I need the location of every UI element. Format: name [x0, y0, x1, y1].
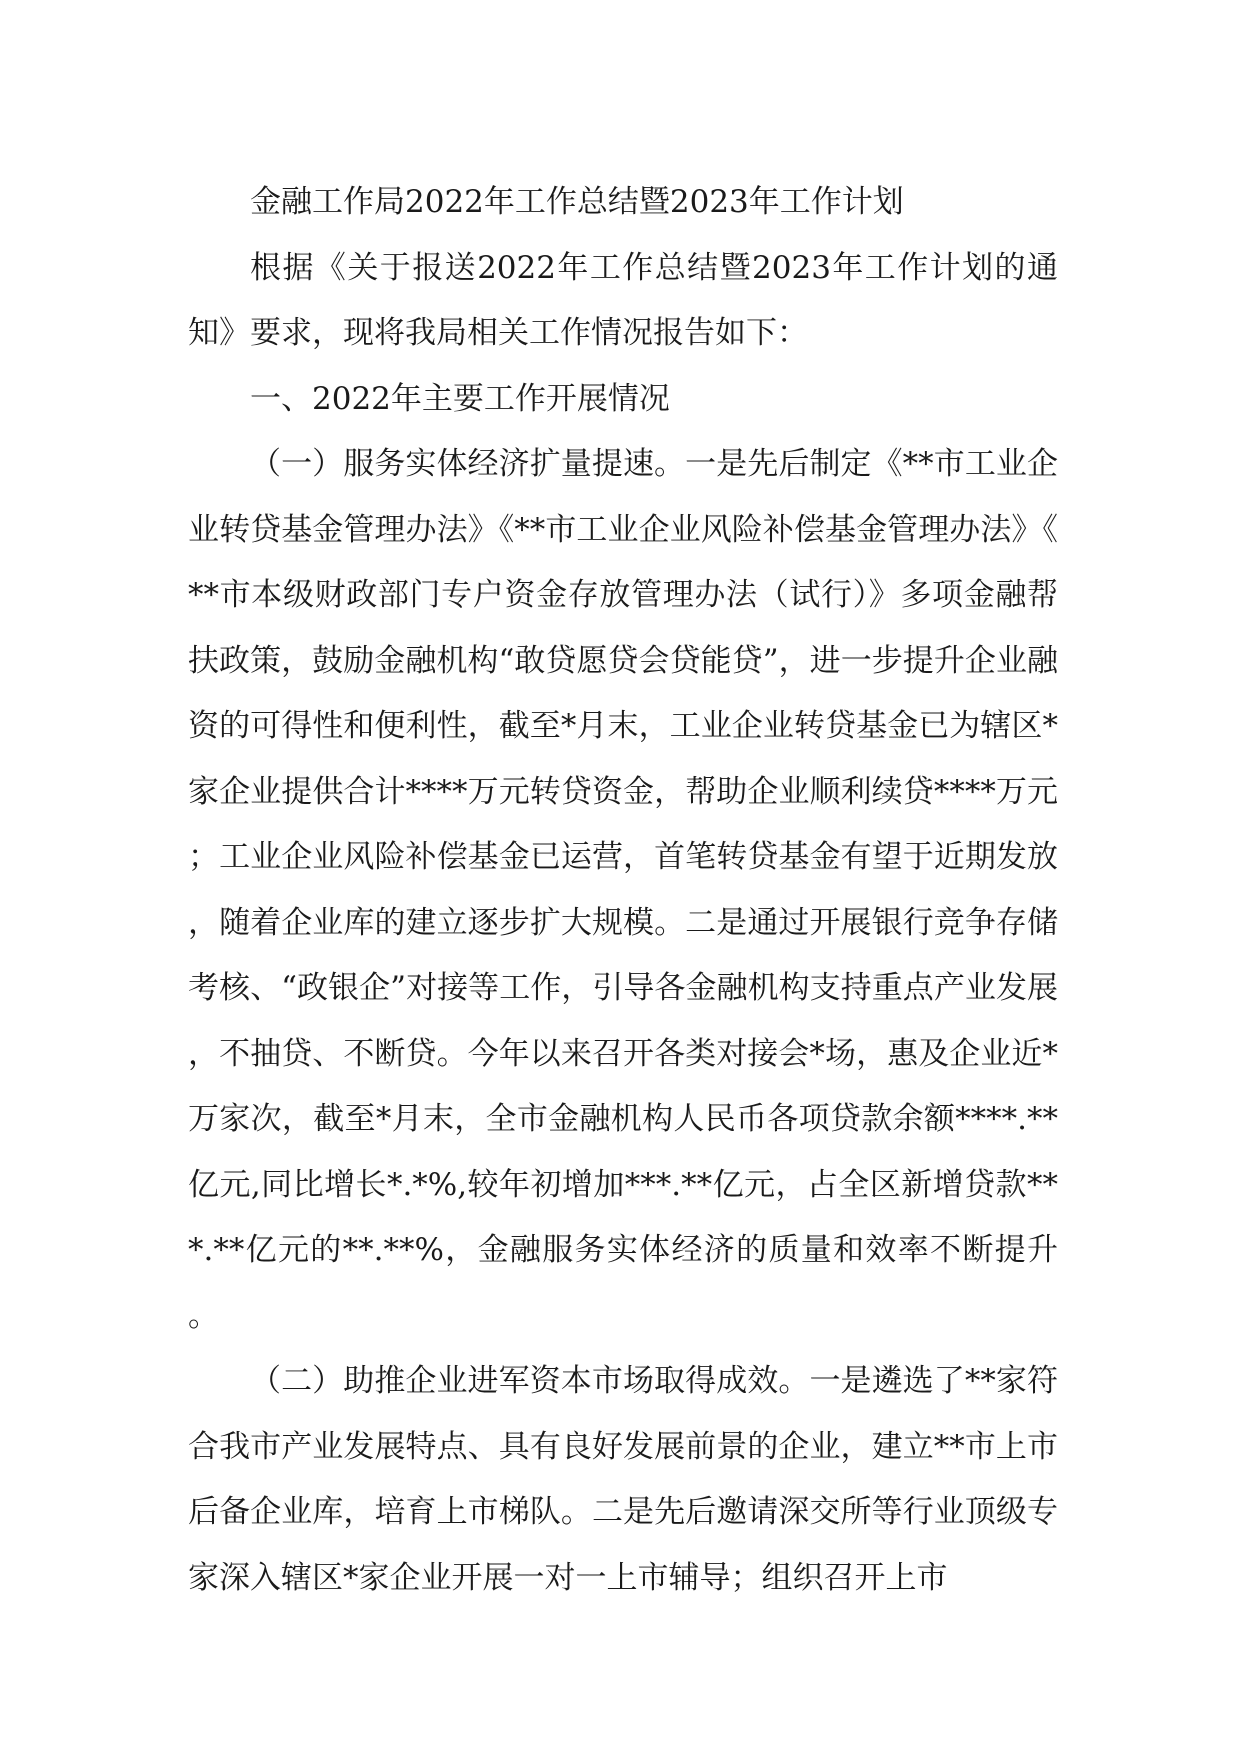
intro-paragraph: 根据《关于报送2022年工作总结暨2023年工作计划的通知》要求，现将我局相关工作情况报告如下： — [188, 249, 1058, 351]
paragraph-2: （二）助推企业进军资本市场取得成效。一是遴选了**家符合我市产业发展特点、具有良好发展前景的企业，建立**市上市后备企业库，培育上市梯队。二是先后邀请深交所等行业顶级专家深入辖区*家企业开展一对一上市辅导；组织召开上市 — [188, 1363, 1058, 1596]
paragraph-1: （一）服务实体经济扩量提速。一是先后制定《**市工业企业转贷基金管理办法》《**市工业企业风险补偿基金管理办法》《**市本级财政部门专户资金存放管理办法（试行）》多项金融帮扶政策，鼓励金融机构“敢贷愿贷会贷能贷”，进一步提升企业融资的可得性和便利性，截至*月末，工业企业转贷基金已为辖区*家企业提供合计****万元转贷资金，帮助企业顺利续贷****万元；工业企业风险补偿基金已运营，首笔转贷基金有望于近期发放，随着企业库的建立逐步扩大规模。二是通过开展银行竞争存储考核、“政银企”对接等工作，引导各金融机构支持重点产业发展，不抽贷、不断贷。今年以来召开各类对接会*场，惠及企业近*万家次，截至*月末，全市金融机构人民币各项贷款余额****.**亿元,同比增长*.*%,较年初增加***.**亿元，占全区新增贷款***.**亿元的**.**%，金融服务实体经济的质量和效率不断提升。 — [188, 446, 1058, 1334]
document-title: 金融工作局2022年工作总结暨2023年工作计划 — [250, 184, 904, 220]
section-heading: 一、2022年主要工作开展情况 — [250, 380, 670, 417]
document-body — [188, 170, 1058, 1611]
